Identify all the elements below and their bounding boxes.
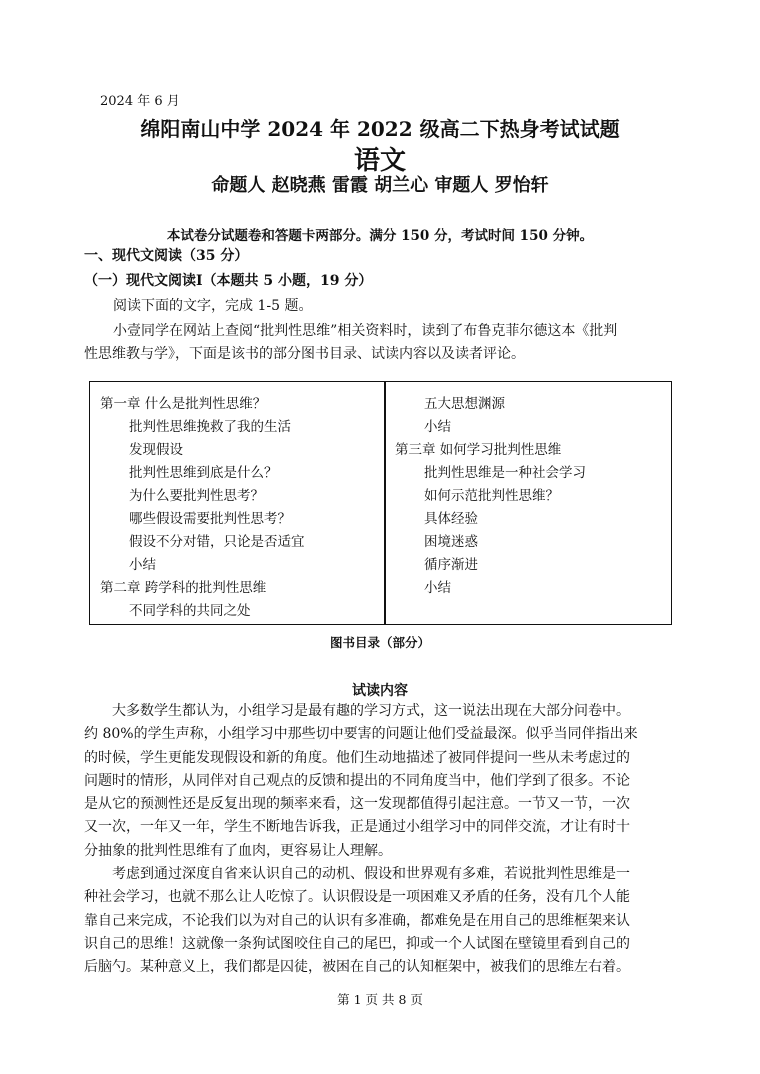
toc-left-item: 批判性思维到底是什么？ bbox=[129, 465, 278, 481]
page-footer: 第 1 页 共 8 页 bbox=[337, 992, 423, 1007]
toc-right-item: 小结 bbox=[424, 580, 451, 596]
exam-authors: 命题人 赵晓燕 雷霞 胡兰心 审题人 罗怡轩 bbox=[211, 175, 549, 196]
paragraph-line: 约 80%的学生声称，小组学习中那些切中要害的问题让他们受益最深。似乎当同伴指出来 bbox=[84, 726, 638, 743]
reading-paragraph-1 bbox=[84, 700, 678, 863]
toc-left-item: 批判性思维挽救了我的生活 bbox=[129, 419, 291, 435]
lead-line-2: 性思维教与学》，下面是该书的部分图书目录、试读内容以及读者评论。 bbox=[84, 346, 525, 362]
paragraph-line: 识自己的思维！这就像一条狗试图咬住自己的尾巴，抑或一个人试图在壁镜里看到自己的 bbox=[84, 935, 630, 952]
paragraph-line: 大多数学生都认为，小组学习是最有趣的学习方式，这一说法出现在大部分问卷中。 bbox=[112, 703, 630, 719]
toc-left-item: 不同学科的共同之处 bbox=[129, 603, 251, 619]
instruction-text: 阅读下面的文字，完成 1-5 题。 bbox=[113, 298, 313, 314]
toc-left-item: 为什么要批判性思考？ bbox=[129, 488, 264, 504]
paragraph-line: 的时候，学生更能发现假设和新的角度。他们生动地描述了被同伴提问一些从未考虑过的 bbox=[84, 749, 630, 766]
lead-line-1: 小壹同学在网站上查阅“批判性思维”相关资料时，读到了布鲁克菲尔德这本《批判 bbox=[113, 323, 618, 339]
exam-intro: 本试卷分试题卷和答题卡两部分。满分 150 分，考试时间 150 分钟。 bbox=[166, 228, 594, 244]
subsection-heading: （一）现代文阅读Ⅰ（本题共 5 小题，19 分） bbox=[84, 273, 373, 289]
toc-right-item: 如何示范批判性思维？ bbox=[424, 488, 559, 504]
reading-title: 试读内容 bbox=[352, 683, 408, 699]
toc-left-item: 小结 bbox=[129, 557, 156, 573]
paragraph-line: 分抽象的批判性思维有了血肉，更容易让人理解。 bbox=[84, 842, 392, 859]
toc-left-item: 第二章 跨学科的批判性思维 bbox=[100, 580, 267, 596]
toc-right-item: 小结 bbox=[424, 419, 451, 435]
paragraph-line: 是从它的预测性还是反复出现的频率来看，这一发现都值得引起注意。一节又一节，一次 bbox=[84, 796, 630, 813]
paragraph-line: 靠自己来完成，不论我们以为对自己的认识有多准确，都难免是在用自己的思维框架来认 bbox=[84, 912, 630, 929]
paragraph-line: 考虑到通过深度自省来认识自己的动机、假设和世界观有多难，若说批判性思维是一 bbox=[112, 866, 630, 882]
section-heading: 一、现代文阅读（35 分） bbox=[84, 248, 249, 264]
paragraph-line: 种社会学习，也就不那么让人吃惊了。认识假设是一项困难又矛盾的任务，没有几个人能 bbox=[84, 889, 630, 906]
table-of-contents bbox=[89, 381, 672, 625]
reading-paragraph-2 bbox=[84, 863, 678, 979]
toc-left-item: 假设不分对错，只论是否适宜 bbox=[129, 534, 305, 550]
toc-left-item: 发现假设 bbox=[129, 442, 183, 458]
toc-right-item: 具体经验 bbox=[424, 511, 478, 527]
toc-right-item: 困境迷惑 bbox=[424, 534, 478, 550]
paragraph-line: 问题时的情形，从同伴对自己观点的反馈和提出的不同角度当中，他们学到了很多。不论 bbox=[84, 772, 630, 789]
exam-date: 2024 年 6 月 bbox=[100, 94, 180, 109]
toc-right-item: 第三章 如何学习批判性思维 bbox=[395, 442, 562, 458]
toc-left-item: 第一章 什么是批判性思维？ bbox=[100, 396, 267, 412]
toc-left-item: 哪些假设需要批判性思考？ bbox=[129, 511, 291, 527]
toc-right-item: 五大思想渊源 bbox=[424, 396, 505, 412]
exam-title: 绵阳南山中学 2024 年 2022 级高二下热身考试试题 bbox=[140, 117, 620, 141]
paragraph-line: 又一次，一年又一年，学生不断地告诉我，正是通过小组学习中的同伴交流，才让有时十 bbox=[84, 819, 630, 836]
toc-right-item: 循序渐进 bbox=[424, 557, 478, 573]
toc-caption: 图书目录（部分） bbox=[329, 635, 430, 650]
toc-divider bbox=[384, 382, 386, 624]
paragraph-line: 后脑勺。某种意义上，我们都是囚徒，被困在自己的认知框架中，被我们的思维左右着。 bbox=[84, 959, 630, 976]
toc-right-item: 批判性思维是一种社会学习 bbox=[424, 465, 586, 481]
exam-subject: 语文 bbox=[353, 146, 406, 176]
